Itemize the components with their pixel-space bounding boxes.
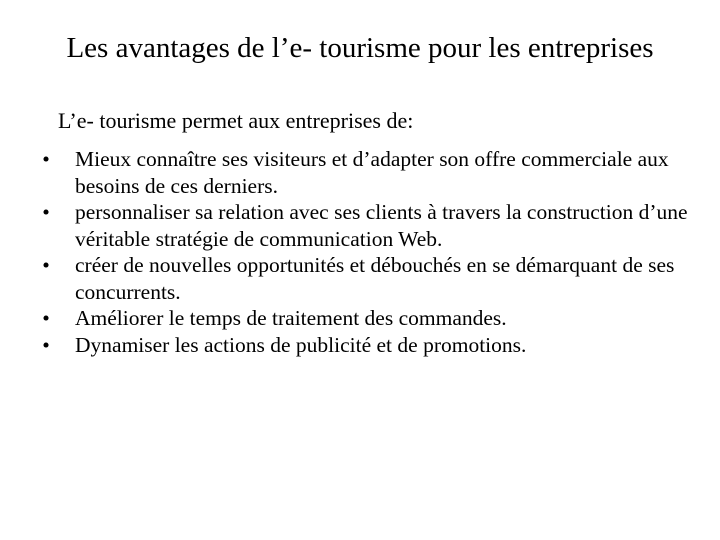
bullet-icon: • xyxy=(42,200,50,224)
bullet-icon: • xyxy=(42,253,50,277)
bullet-item xyxy=(40,146,690,199)
bullet-list xyxy=(40,146,690,358)
bullet-item xyxy=(40,332,690,359)
intro-text: L’e- tourisme permet aux entreprises de: xyxy=(58,108,414,133)
bullet-icon: • xyxy=(42,147,50,171)
bullet-text: créer de nouvelles opportunités et débouchés en se démarquant de ses concurrents. xyxy=(75,253,675,304)
bullet-text: Mieux connaître ses visiteurs et d’adapter son offre commerciale aux besoins de ces derniers. xyxy=(75,147,669,198)
bullet-item xyxy=(40,199,690,252)
bullet-icon: • xyxy=(42,306,50,330)
bullet-item xyxy=(40,305,690,332)
bullet-icon: • xyxy=(42,332,50,357)
bullet-text: Dynamiser les actions de publicité et de promotions. xyxy=(75,332,527,357)
bullet-text: Améliorer le temps de traitement des commandes. xyxy=(75,306,507,330)
bullet-item xyxy=(40,252,690,305)
bullet-text: personnaliser sa relation avec ses clients à travers la construction d’une véritable stratégie de communication Web. xyxy=(75,200,688,251)
slide-title: Les avantages de l’e- tourisme pour les entreprises xyxy=(66,32,654,64)
